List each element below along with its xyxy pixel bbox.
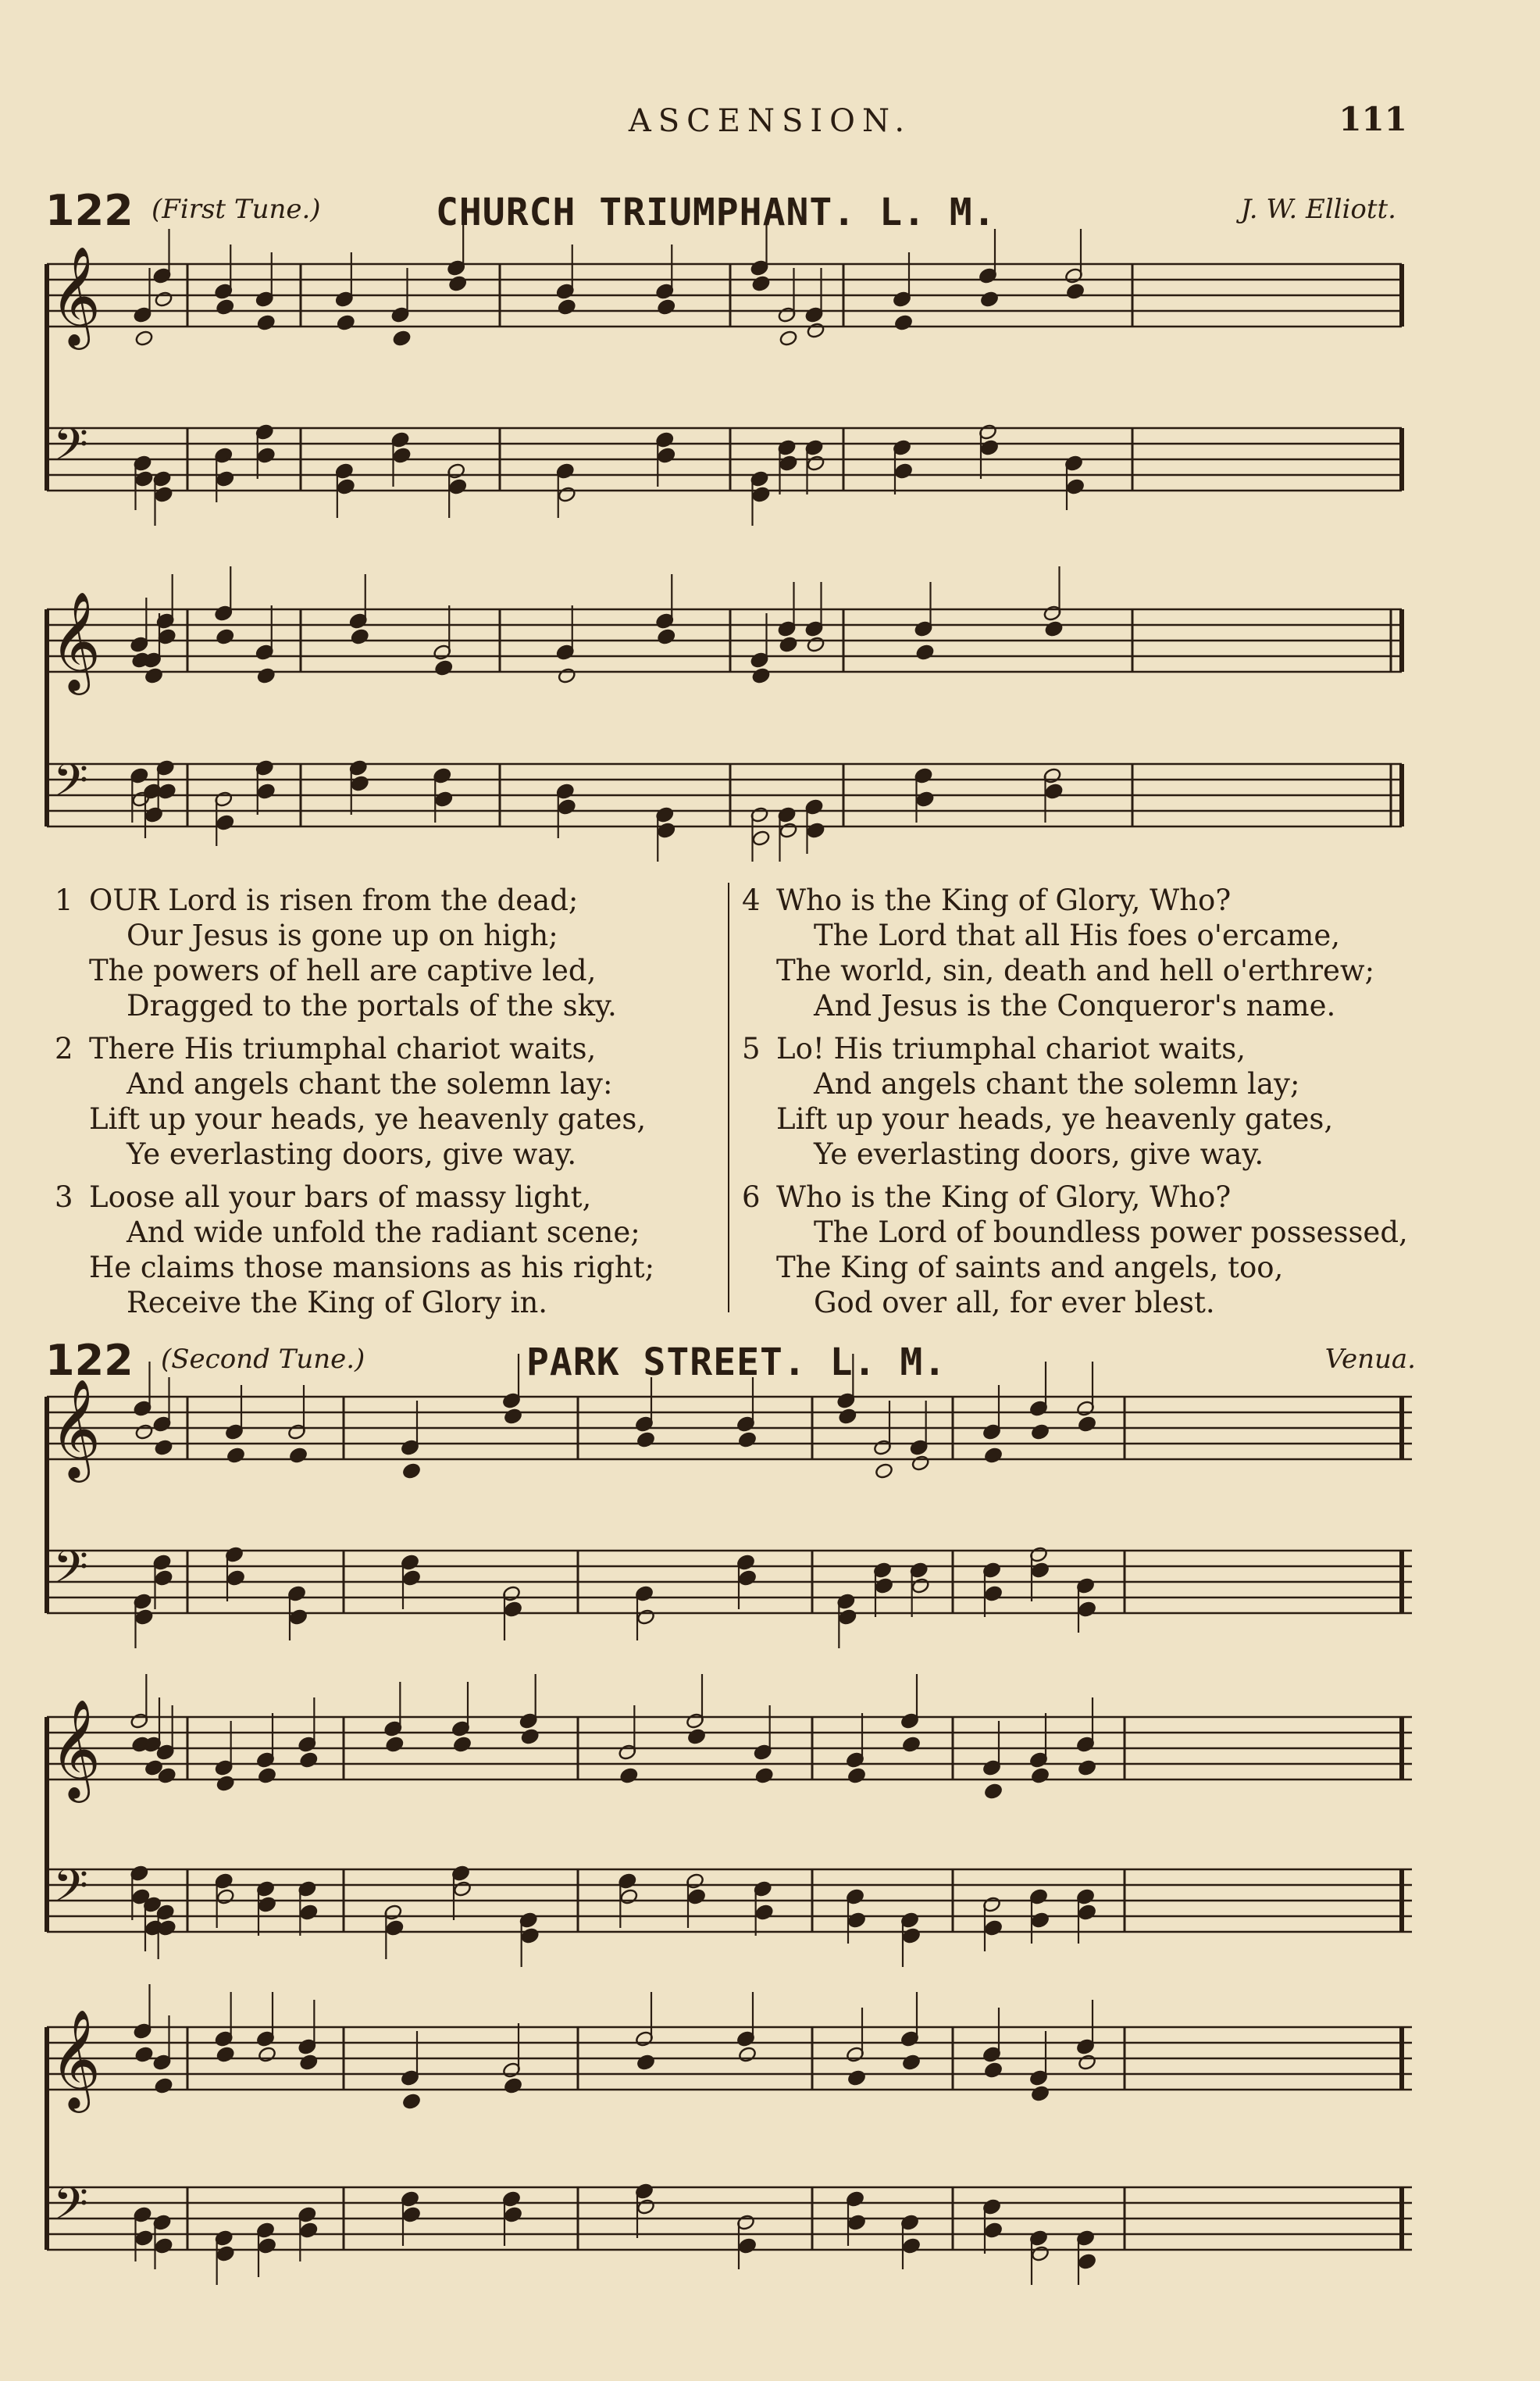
music-note-icon (1031, 1767, 1050, 1784)
tune-name: PARK STREET. L. M. (526, 1340, 947, 1384)
verse-line: And angels chant the solemn lay: (127, 1067, 613, 1101)
hymn-verses (55, 883, 1429, 1320)
music-note-icon (751, 667, 770, 684)
music-note-icon (299, 1904, 318, 1921)
verse-line-text: There His triumphal chariot waits, (89, 1032, 597, 1066)
music-note-icon (984, 1919, 1003, 1937)
music-note-icon (448, 275, 467, 292)
music-note-icon (657, 447, 676, 464)
music-note-icon (806, 455, 825, 472)
music-note-icon (636, 1608, 655, 1626)
music-note-icon (636, 2054, 655, 2071)
music-note-icon (504, 1408, 522, 1425)
music-note-icon (289, 1447, 308, 1464)
verse-line: And angels chant the solemn lay; (814, 1067, 1300, 1101)
verse-line: Ye everlasting doors, give way. (127, 1137, 577, 1171)
music-note-icon (657, 628, 676, 645)
verse-first-line (55, 1180, 726, 1215)
music-note-icon (738, 1569, 757, 1587)
music-note-icon (984, 1585, 1003, 1602)
verse-line-text: OUR Lord is risen from the dead; (89, 884, 579, 917)
verse-column-left (55, 883, 726, 1328)
music-note-icon (154, 2237, 173, 2254)
music-note-icon (847, 2069, 866, 2086)
verse-first-line (55, 1031, 726, 1066)
verse-line: The Lord that all His foes o'ercame, (814, 919, 1341, 952)
hymn-number: 122 (45, 186, 134, 235)
music-note-icon (558, 798, 576, 816)
music-note-icon (216, 814, 234, 831)
verse-line: The Lord of boundless power possessed, (814, 1215, 1408, 1249)
verse-line: Receive the King of Glory in. (127, 1286, 548, 1319)
music-note-icon (385, 1919, 404, 1937)
page-number: 111 (1339, 100, 1407, 138)
music-note-icon (806, 322, 825, 339)
verse-number: 5 (742, 1032, 761, 1066)
music-note-icon (134, 1608, 153, 1626)
music-note-icon (144, 806, 163, 823)
music-note-icon (558, 667, 576, 684)
verse-line: Our Jesus is gone up on high; (127, 919, 558, 952)
tune-label: (Second Tune.) (161, 1344, 365, 1375)
music-note-icon (299, 2222, 318, 2239)
music-note-icon (134, 2229, 153, 2247)
verse-line: And wide unfold the radiant scene; (127, 1215, 640, 1249)
music-note-icon (738, 2237, 757, 2254)
music-note-icon (657, 298, 676, 316)
verse-first-line (55, 883, 726, 918)
column-divider (728, 883, 729, 1312)
music-note-icon (226, 1569, 245, 1587)
music-note-icon (385, 1736, 404, 1753)
music-note-icon (453, 1736, 472, 1753)
music-note-icon (911, 1577, 929, 1594)
music-note-icon (875, 1577, 893, 1594)
music-note-icon (392, 330, 411, 347)
music-note-icon (216, 1775, 234, 1792)
music-note-icon (216, 470, 234, 487)
music-note-icon (134, 470, 153, 487)
bass-clef-icon: 𝄢 (53, 1540, 89, 1605)
music-note-icon (558, 486, 576, 503)
tune-name: CHURCH TRIUMPHANT. L. M. (436, 191, 996, 234)
music-note-icon (144, 667, 163, 684)
music-note-icon (434, 659, 453, 676)
music-note-icon (687, 1728, 706, 1745)
music-note-icon (619, 1888, 638, 1905)
music-note-icon (984, 2062, 1003, 2079)
music-note-icon (687, 1888, 706, 1905)
music-note-icon (636, 1431, 655, 1448)
music-note-icon (911, 1455, 929, 1472)
music-note-icon (984, 2222, 1003, 2239)
verse-line: Dragged to the portals of the sky. (127, 989, 617, 1023)
music-note-icon (894, 314, 913, 331)
verse (742, 1180, 1413, 1320)
music-note-icon (154, 486, 173, 503)
verse (55, 1031, 726, 1172)
music-note-icon (875, 1462, 893, 1480)
music-note-icon (902, 1736, 921, 1753)
music-note-icon (216, 628, 234, 645)
music-note-icon (751, 486, 770, 503)
treble-clef-icon: 𝄞 (50, 1698, 102, 1798)
treble-clef-icon: 𝄞 (50, 2008, 102, 2108)
section-title: ASCENSION. (628, 103, 912, 139)
music-note-icon (1078, 2253, 1096, 2270)
music-note-icon (847, 2214, 866, 2231)
verse-line: Lift up your heads, ye heavenly gates, (89, 1102, 647, 1136)
verse-line: He claims those mansions as his right; (89, 1251, 655, 1284)
music-note-icon (980, 439, 999, 456)
verse-line: Lift up your heads, ye heavenly gates, (776, 1102, 1334, 1136)
music-note-icon (216, 2245, 234, 2262)
music-note-icon (289, 1608, 308, 1626)
verse-column-right (742, 883, 1413, 1328)
bass-clef-icon: 𝄢 (53, 2177, 89, 2241)
music-note-icon (216, 298, 234, 316)
music-note-icon (434, 791, 453, 808)
verse-line: And Jesus is the Conqueror's name. (814, 989, 1336, 1023)
music-note-icon (915, 644, 934, 661)
music-note-icon (157, 628, 176, 645)
music-note-icon (258, 1767, 276, 1784)
music-note-icon (1078, 1759, 1096, 1776)
music-note-icon (847, 1767, 866, 1784)
music-note-icon (657, 822, 676, 839)
verse-line: The world, sin, death and hell o'erthrew; (776, 954, 1375, 987)
music-note-icon (154, 1439, 173, 1456)
music-note-icon (738, 1431, 757, 1448)
verse (55, 883, 726, 1023)
music-note-icon (520, 1927, 539, 1944)
music-note-icon (980, 291, 999, 308)
tune-label: (First Tune.) (152, 194, 321, 225)
music-note-icon (1066, 283, 1085, 300)
music-note-icon (847, 1912, 866, 1929)
music-note-icon (751, 830, 770, 847)
music-note-icon (134, 2046, 153, 2063)
music-note-icon (1078, 1601, 1096, 1618)
verse-number: 3 (55, 1180, 73, 1214)
music-note-icon (257, 783, 276, 800)
music-note-icon (453, 1880, 472, 1897)
hymn-number: 122 (45, 1336, 134, 1385)
music-note-icon (1078, 1415, 1096, 1433)
bass-clef-icon: 𝄢 (53, 1859, 89, 1923)
music-note-icon (1044, 620, 1063, 637)
music-note-icon (902, 2054, 921, 2071)
music-note-icon (258, 2237, 276, 2254)
verse (742, 883, 1413, 1023)
verse-line: God over all, for ever blest. (814, 1286, 1215, 1319)
music-note-icon (838, 1408, 857, 1425)
bass-clef-icon: 𝄢 (53, 754, 89, 818)
verse-line-text: Lo! His triumphal chariot waits, (776, 1032, 1246, 1066)
verse-line: The King of saints and angels, too, (776, 1251, 1284, 1284)
verse-first-line (742, 1180, 1413, 1215)
music-note-icon (257, 447, 276, 464)
music-note-icon (779, 330, 797, 347)
music-note-icon (258, 1896, 276, 1913)
verse-number: 1 (55, 884, 73, 917)
verse-first-line (742, 883, 1413, 918)
music-note-icon (504, 2077, 522, 2094)
verse (55, 1180, 726, 1320)
music-note-icon (448, 478, 467, 495)
verse-line: Ye everlasting doors, give way. (814, 1137, 1264, 1171)
music-note-icon (1031, 1423, 1050, 1440)
music-note-icon (392, 447, 411, 464)
composer: Venua. (1324, 1344, 1416, 1375)
music-note-icon (1078, 2054, 1096, 2071)
music-note-icon (779, 822, 797, 839)
music-note-icon (1031, 1562, 1050, 1579)
music-note-icon (1031, 2245, 1050, 2262)
music-note-icon (751, 275, 770, 292)
music-note-icon (894, 462, 913, 480)
music-note-icon (157, 783, 176, 800)
music-note-icon (520, 1728, 539, 1745)
music-note-icon (216, 2046, 234, 2063)
music-note-icon (1044, 783, 1063, 800)
music-note-icon (619, 1767, 638, 1784)
music-note-icon (337, 478, 355, 495)
music-note-icon (258, 2046, 276, 2063)
music-note-icon (154, 291, 173, 308)
music-note-icon (351, 775, 369, 792)
bass-clef-icon: 𝄢 (53, 418, 89, 482)
music-note-icon (754, 1767, 773, 1784)
verse-first-line (742, 1031, 1413, 1066)
treble-clef-icon: 𝄞 (50, 591, 102, 691)
music-note-icon (636, 2198, 655, 2215)
music-note-icon (337, 314, 355, 331)
music-note-icon (504, 2206, 522, 2223)
music-note-icon (134, 330, 153, 347)
music-note-icon (754, 1904, 773, 1921)
music-note-icon (838, 1608, 857, 1626)
music-note-icon (504, 1601, 522, 1618)
music-note-icon (738, 2046, 757, 2063)
music-note-icon (402, 1569, 421, 1587)
music-note-icon (779, 455, 797, 472)
music-note-icon (157, 1919, 176, 1937)
music-note-icon (226, 1447, 245, 1464)
music-note-icon (806, 822, 825, 839)
treble-clef-icon: 𝄞 (50, 245, 102, 345)
verse-number: 4 (742, 884, 761, 917)
music-note-icon (1078, 1904, 1096, 1921)
music-note-icon (806, 636, 825, 653)
music-note-icon (299, 2054, 318, 2071)
music-note-icon (902, 1927, 921, 1944)
music-note-icon (402, 1462, 421, 1480)
music-note-icon (558, 298, 576, 316)
music-note-icon (1031, 1912, 1050, 1929)
music-note-icon (154, 2077, 173, 2094)
composer: J. W. Elliott. (1240, 194, 1396, 225)
verse-number: 6 (742, 1180, 761, 1214)
music-note-icon (984, 1447, 1003, 1464)
music-note-icon (154, 1569, 173, 1587)
verse (742, 1031, 1413, 1172)
music-note-icon (257, 314, 276, 331)
music-note-icon (299, 1751, 318, 1769)
verse-line-text: Who is the King of Glory, Who? (776, 1180, 1232, 1214)
music-note-icon (915, 791, 934, 808)
music-note-icon (779, 636, 797, 653)
verse-line: The powers of hell are captive led, (89, 954, 597, 987)
music-note-icon (257, 667, 276, 684)
music-note-icon (402, 2093, 421, 2110)
music-note-icon (902, 2237, 921, 2254)
music-note-icon (402, 2206, 421, 2223)
music-note-icon (1031, 2085, 1050, 2102)
music-note-icon (984, 1783, 1003, 1800)
verse-number: 2 (55, 1032, 73, 1066)
music-note-icon (351, 628, 369, 645)
music-note-icon (134, 1423, 153, 1440)
music-note-icon (216, 1888, 234, 1905)
verse-line-text: Who is the King of Glory, Who? (776, 884, 1232, 917)
music-note-icon (1066, 478, 1085, 495)
verse-line-text: Loose all your bars of massy light, (89, 1180, 592, 1214)
treble-clef-icon: 𝄞 (50, 1378, 102, 1478)
